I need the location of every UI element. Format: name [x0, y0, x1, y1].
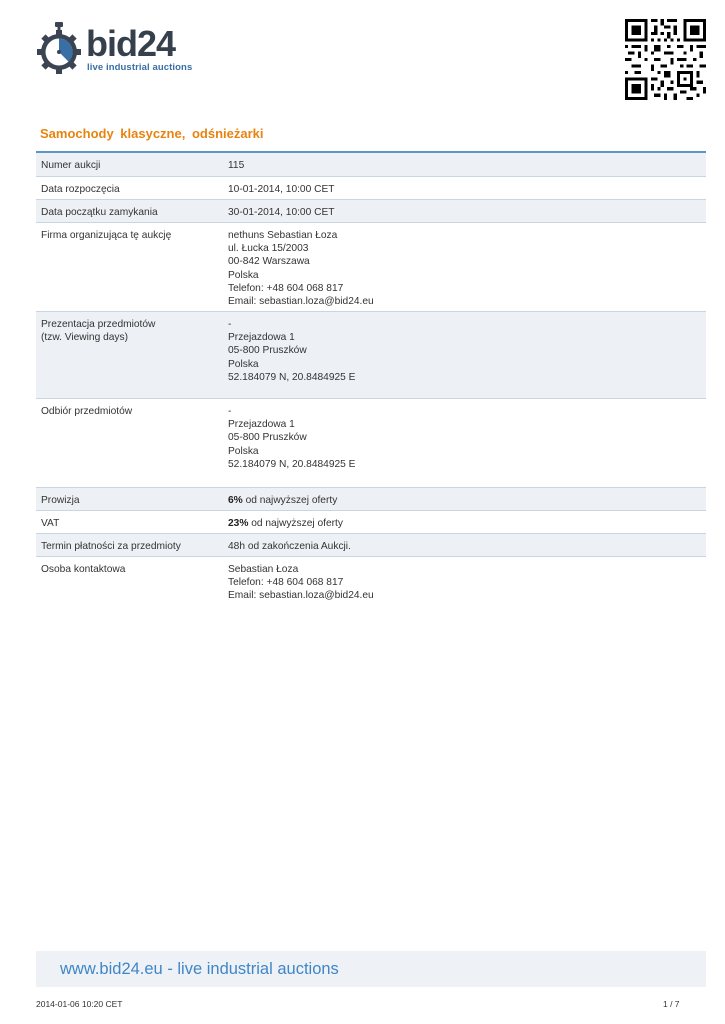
table-row-vat: [36, 511, 706, 534]
row-value: 30-01-2014, 10:00 CET: [228, 207, 335, 218]
row-label: Termin płatności za przedmioty: [41, 541, 181, 552]
stopwatch-gear-logo-icon: [36, 22, 82, 76]
table-row-viewing-days: [36, 312, 706, 399]
auction-info-table: [36, 151, 706, 607]
table-row-organizer: [36, 223, 706, 312]
footer-timestamp: 2014-01-06 10:20 CET: [36, 999, 123, 1009]
row-label: VAT: [41, 518, 60, 529]
row-label: Firma organizująca tę aukcję: [41, 230, 172, 241]
row-value: 48h od zakończenia Aukcji.: [228, 541, 351, 552]
row-value: Sebastian Łoza Telefon: +48 604 068 817 Email: sebastian.loza@bid24.eu: [228, 557, 706, 607]
contact-email-link[interactable]: Email: sebastian.loza@bid24.eu: [228, 590, 374, 602]
logo-tagline: live industrial auctions: [87, 62, 193, 73]
logo-wordmark: bid24: [86, 23, 176, 64]
table-row-payment-term: [36, 534, 706, 557]
auction-title: Samochody klasyczne, odśnieżarki: [40, 126, 264, 141]
row-label: Data początku zamykania: [41, 207, 158, 218]
table-row-auction-number: [36, 153, 706, 177]
row-label: Prowizja: [41, 495, 80, 506]
row-value: 23% od najwyższej oferty: [228, 518, 343, 529]
qr-code-icon: [625, 19, 706, 100]
row-label: Prezentacja przedmiotów (tzw. Viewing days): [41, 319, 156, 344]
table-row-closing-date: [36, 200, 706, 223]
organizer-email-link[interactable]: Email: sebastian.loza@bid24.eu: [228, 296, 374, 308]
row-value: 115: [228, 160, 245, 171]
table-row-start-date: [36, 177, 706, 200]
row-label: Odbiór przedmiotów: [41, 406, 133, 417]
row-value: - Przejazdowa 1 05-800 Pruszków Polska 52.184079 N, 20.8484925 E: [228, 406, 356, 470]
footer-banner: [36, 951, 706, 987]
row-value: 10-01-2014, 10:00 CET: [228, 184, 335, 195]
footer-website-link[interactable]: www.bid24.eu - live industrial auctions: [60, 960, 339, 978]
row-value: - Przejazdowa 1 05-800 Pruszków Polska 52.184079 N, 20.8484925 E: [228, 319, 356, 383]
row-label: Osoba kontaktowa: [41, 564, 126, 575]
row-value: 6% od najwyższej oferty: [228, 495, 338, 506]
page-number: 1 / 7: [663, 999, 680, 1009]
table-row-contact-person: [36, 557, 706, 607]
row-value: nethuns Sebastian Łoza ul. Łucka 15/2003 00-842 Warszawa Polska Telefon: +48 604 068 817 Email: sebastian.loza@bid24.eu: [228, 223, 706, 311]
row-label: Data rozpoczęcia: [41, 184, 120, 195]
brand-logo[interactable]: [36, 22, 196, 76]
row-label: Numer aukcji: [41, 160, 101, 171]
table-row-pickup: [36, 399, 706, 488]
table-row-commission: [36, 488, 706, 511]
